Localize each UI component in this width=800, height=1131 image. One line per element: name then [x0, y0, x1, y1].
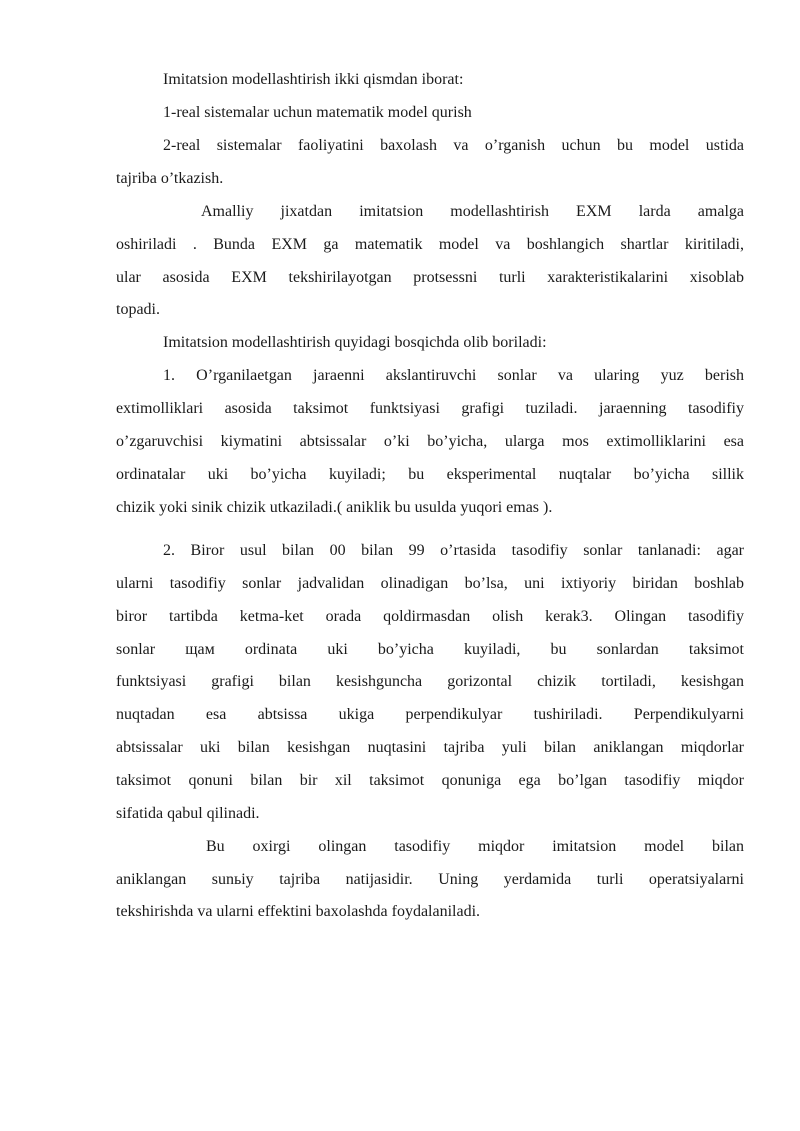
- text-line: funktsiyasi grafigi bilan kesishguncha gorizontal chizik tortiladi, kesishgan: [116, 673, 744, 690]
- text-line: Imitatsion modellashtirish ikki qismdan iborat:: [163, 71, 464, 88]
- text-line: abtsissalar uki bilan kesishgan nuqtasini tajriba yuli bilan aniklangan miqdorlar: [116, 739, 744, 756]
- text-line: tekshirishda va ularni effektini baxolashda foydalaniladi.: [116, 903, 481, 920]
- text-line: tajriba o’tkazish.: [116, 170, 224, 187]
- text-line: sonlar щам ordinata uki bo’yicha kuyiladi, bu sonlardan taksimot: [116, 641, 744, 658]
- text-line: Bu oxirgi olingan tasodifiy miqdor imitatsion model bilan: [206, 838, 744, 855]
- text-line: 1. O’rganilaetgan jaraenni akslantiruvchi sonlar va ularing yuz berish: [163, 367, 744, 384]
- text-line: ordinatalar uki bo’yicha kuyiladi; bu eksperimental nuqtalar bo’yicha sillik: [116, 466, 744, 483]
- text-line: 1-real sistemalar uchun matematik model qurish: [163, 104, 472, 121]
- text-line: aniklangan sunьiy tajriba natijasidir. Uning yerdamida turli operatsiyalarni: [116, 871, 744, 888]
- text-line: Imitatsion modellashtirish quyidagi bosqichda olib boriladi:: [163, 334, 547, 351]
- text-line: o’zgaruvchisi kiymatini abtsissalar o’ki bo’yicha, ularga mos extimolliklarini esa: [116, 433, 744, 450]
- text-line: 2. Biror usul bilan 00 bilan 99 o’rtasida tasodifiy sonlar tanlanadi: agar: [163, 542, 744, 559]
- text-line: nuqtadan esa abtsissa ukiga perpendikulyar tushiriladi. Perpendikulyarni: [116, 706, 744, 723]
- text-line: Amalliy jixatdan imitatsion modellashtirish EXM larda amalga: [201, 203, 744, 220]
- text-line: taksimot qonuni bilan bir xil taksimot qonuniga ega bo’lgan tasodifiy miqdor: [116, 772, 744, 789]
- text-line: oshiriladi . Bunda EXM ga matematik model va boshlangich shartlar kiritiladi,: [116, 236, 744, 253]
- text-line: chizik yoki sinik chizik utkaziladi.( aniklik bu usulda yuqori emas ).: [116, 499, 553, 516]
- text-line: ularni tasodifiy sonlar jadvalidan olinadigan bo’lsa, uni ixtiyoriy biridan boshlab: [116, 575, 744, 592]
- text-line: biror tartibda ketma-ket orada qoldirmasdan olish kerak3. Olingan tasodifiy: [116, 608, 744, 625]
- text-line: 2-real sistemalar faoliyatini baxolash va o’rganish uchun bu model ustida: [163, 137, 744, 154]
- text-line: extimolliklari asosida taksimot funktsiyasi grafigi tuziladi. jaraenning tasodifiy: [116, 400, 744, 417]
- text-line: topadi.: [116, 301, 160, 318]
- text-line: ular asosida EXM tekshirilayotgan protsessni turli xarakteristikalarini xisoblab: [116, 269, 744, 286]
- text-line: sifatida qabul qilinadi.: [116, 805, 260, 822]
